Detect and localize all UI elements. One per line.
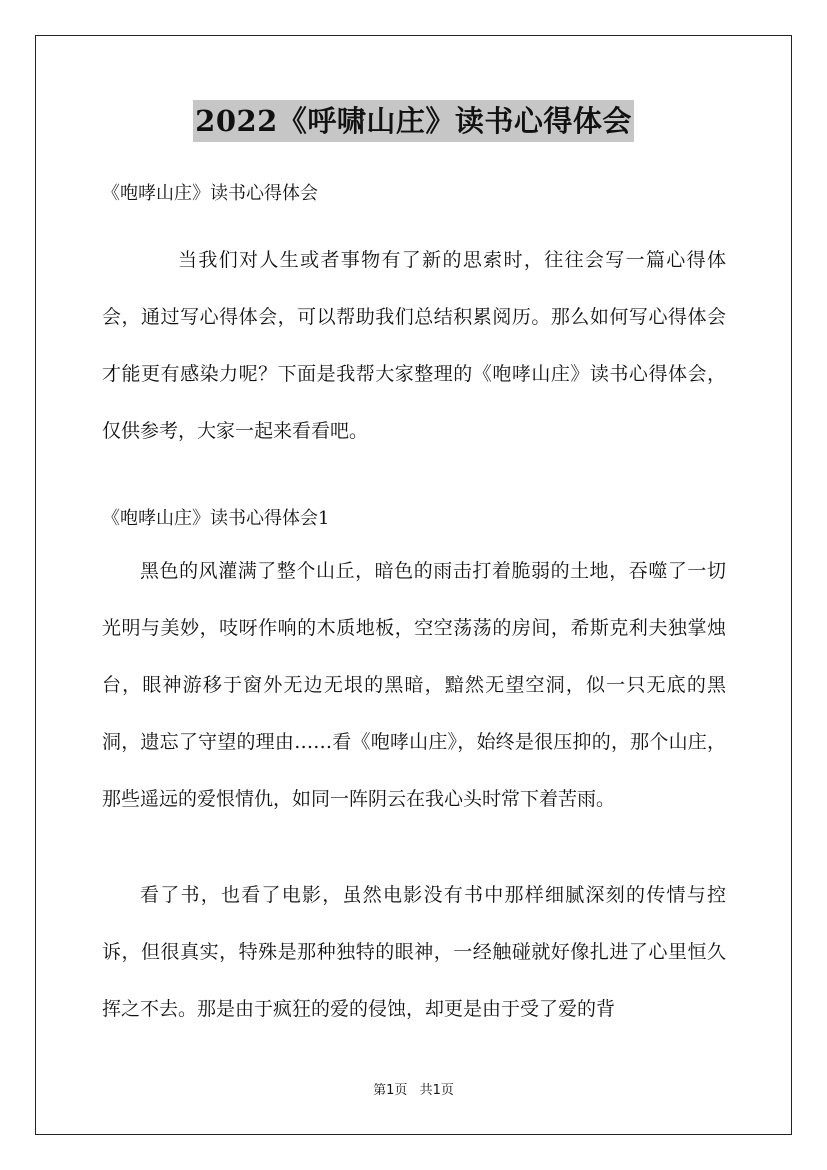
document-title: 2022《呼啸山庄》读书心得体会 [193,100,634,142]
page-total: 共1页 [419,1083,454,1098]
page-number: 第1页 [373,1083,408,1098]
section-heading: 《咆哮山庄》读书心得体会1 [102,508,330,529]
page-footer [0,1082,827,1100]
document-subtitle: 《咆哮山庄》读书心得体会 [102,183,318,204]
title-container [0,100,827,142]
body-paragraph: 看了书，也看了电影，虽然电影没有书中那样细腻深刻的传情与控诉，但很真实，特殊是那种独特的眼神，一经触碰就好像扎进了心里恒久挥之不去。那是由于疯狂的爱的侵蚀，却更是由于受了爱的背 [102,884,726,1020]
intro-paragraph: 当我们对人生或者事物有了新的思索时，往往会写一篇心得体会，通过写心得体会，可以帮助我们总结积累阅历。那么如何写心得体会才能更有感染力呢？下面是我帮大家整理的《咆哮山庄》读书心得体会，仅供参考，大家一起来看看吧。 [102,249,726,442]
body-paragraph: 黑色的风灌满了整个山丘，暗色的雨击打着脆弱的土地，吞噬了一切光明与美妙，吱呀作响的木质地板，空空荡荡的房间，希斯克利夫独掌烛台，眼神游移于窗外无边无垠的黑暗，黯然无望空洞，似一只无底的黑洞，遗忘了守望的理由……看《咆哮山庄》，始终是很压抑的，那个山庄，那些遥远的爱恨情仇，如同一阵阴云在我心头时常下着苦雨。 [102,560,726,810]
